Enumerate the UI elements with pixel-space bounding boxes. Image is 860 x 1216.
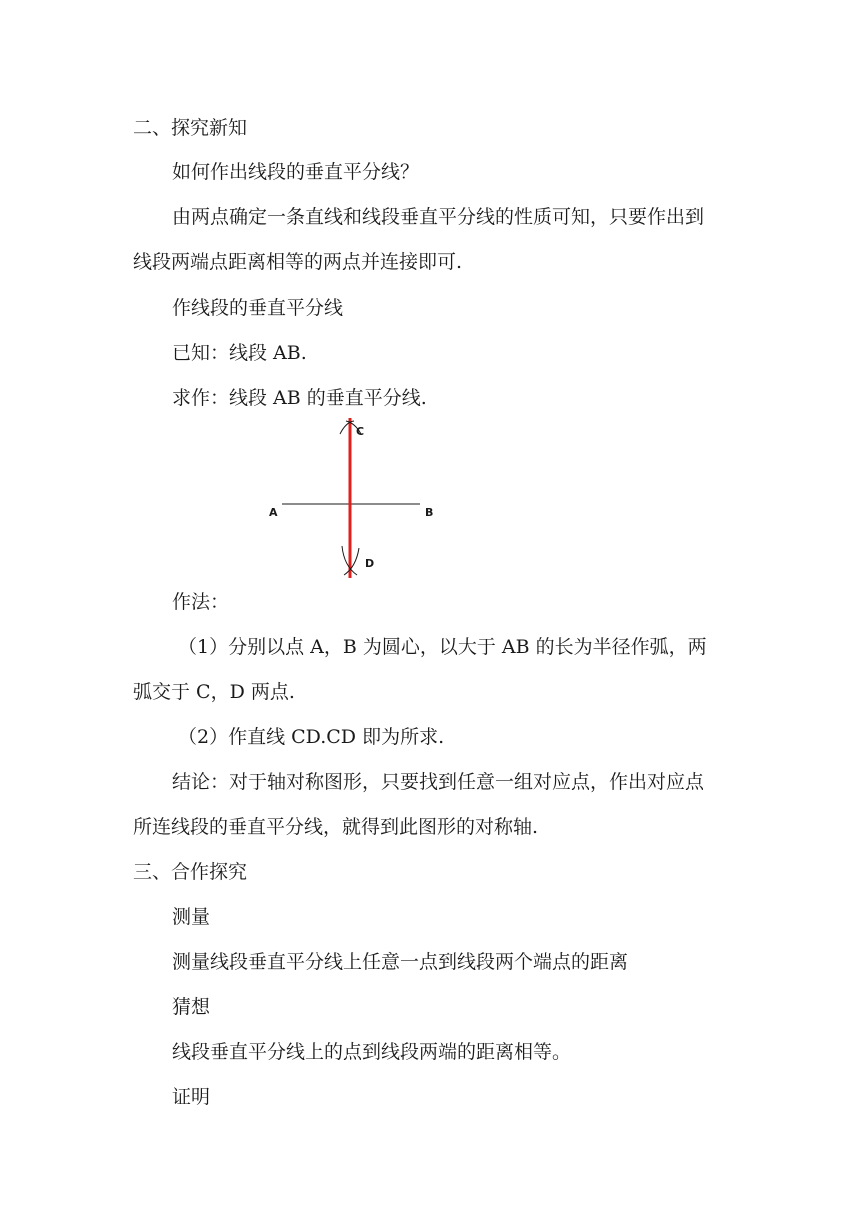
measure-text: 测量线段垂直平分线上任意一点到线段两个端点的距离 <box>172 951 629 973</box>
subheading-measure: 测量 <box>172 906 211 928</box>
step-1-line-cont: 弧交于 C，D 两点. <box>133 681 295 703</box>
step-2-line: （2）作直线 CD.CD 即为所求. <box>178 726 445 748</box>
label-c: C <box>356 425 365 438</box>
label-a: A <box>269 506 278 519</box>
conclusion-line-cont: 所连线段的垂直平分线，就得到此图形的对称轴. <box>133 816 539 838</box>
paragraph-line: 线段两端点距离相等的两点并连接即可. <box>133 251 463 273</box>
method-heading: 作法： <box>172 591 230 613</box>
label-d: D <box>365 557 375 570</box>
subheading-proof: 证明 <box>172 1086 211 1108</box>
task-text: 求作：线段 AB 的垂直平分线. <box>172 387 427 409</box>
question-text: 如何作出线段的垂直平分线？ <box>172 161 420 183</box>
conjecture-text: 线段垂直平分线上的点到线段两端的距离相等。 <box>172 1041 572 1063</box>
subheading-conjecture: 猜想 <box>172 996 211 1018</box>
label-b: B <box>425 506 434 519</box>
paragraph-line: 由两点确定一条直线和线段垂直平分线的性质可知，只要作出到 <box>172 206 705 228</box>
given-text: 已知：线段 AB. <box>172 342 307 364</box>
step-1-line: （1）分别以点 A，B 为圆心，以大于 AB 的长为半径作弧，两 <box>178 636 707 658</box>
section-heading-cooperate: 三、合作探究 <box>133 861 248 883</box>
section-heading-explore: 二、探究新知 <box>133 117 248 139</box>
subheading-construct: 作线段的垂直平分线 <box>172 297 344 319</box>
perpendicular-bisector-diagram <box>262 418 442 580</box>
conclusion-line: 结论：对于轴对称图形，只要找到任意一组对应点，作出对应点 <box>172 771 705 793</box>
